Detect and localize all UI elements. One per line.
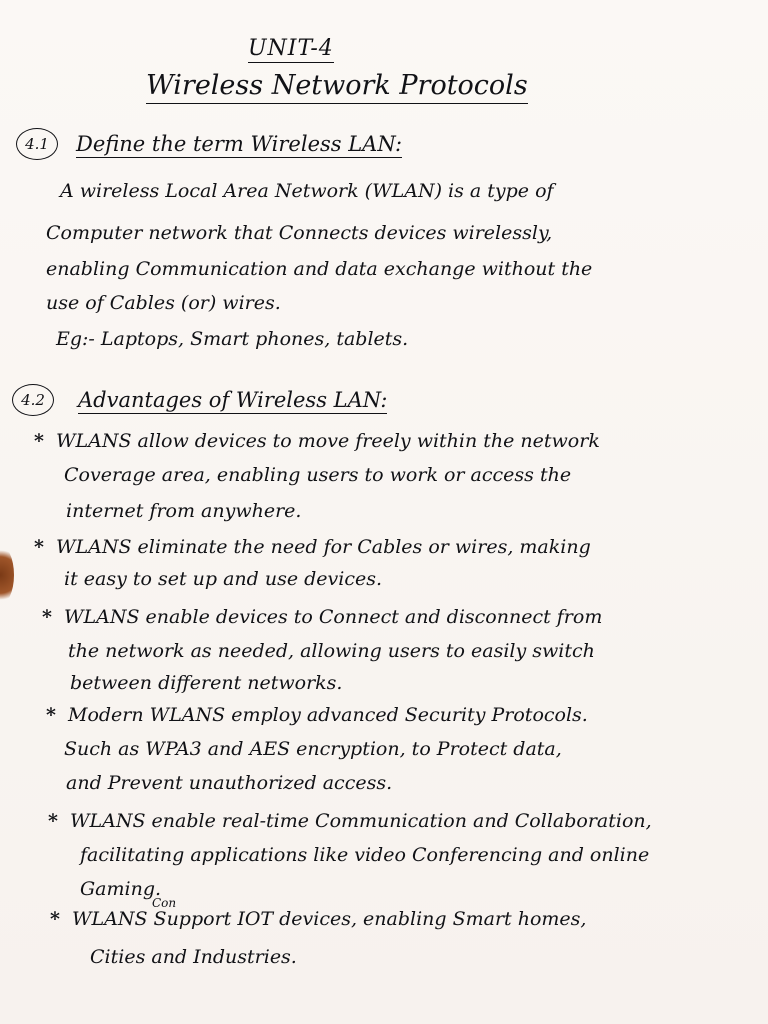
definition-line-3: enabling Communication and data exchange without the [46, 258, 593, 280]
bullet-1-line-1-text: WLANS allow devices to move freely within the network [56, 430, 600, 452]
bullet-6-line-1 [50, 910, 586, 929]
asterisk-bullet-icon: * [42, 606, 52, 628]
bullet-5-line-1-text: WLANS enable real-time Communication and Collaboration, [70, 810, 652, 832]
bullet-2-line-2: it easy to set up and use devices. [64, 568, 382, 590]
bullet-4-line-3: and Prevent unauthorized access. [66, 772, 393, 794]
asterisk-bullet-icon: * [48, 810, 58, 832]
page-title [146, 72, 528, 99]
bullet-5-line-3: Gaming. [80, 878, 162, 900]
bullet-6-line-2: Cities and Industries. [90, 946, 297, 968]
section-heading-4-1-text: Define the term Wireless LAN: [76, 132, 403, 156]
asterisk-bullet-icon: * [50, 908, 60, 930]
bullet-5-line-1 [48, 812, 652, 831]
bullet-4-line-1-text: Modern WLANS employ advanced Security Protocols. [68, 704, 588, 726]
section-heading-4-1 [76, 134, 402, 155]
page-title-text: Wireless Network Protocols [146, 70, 528, 104]
unit-title: UNIT-4 [248, 36, 334, 61]
section-number-4-1: 4.1 [16, 128, 58, 160]
bullet-2-line-1 [34, 538, 591, 557]
bullet-6-line-1-text: WLANS Support IOT devices, enabling Smart homes, [72, 908, 587, 930]
asterisk-bullet-icon: * [34, 430, 44, 452]
asterisk-bullet-icon: * [46, 704, 56, 726]
section-heading-4-2 [78, 390, 387, 411]
insertion-note: Con [152, 896, 177, 910]
bullet-1-line-2: Coverage area, enabling users to work or access the [64, 464, 572, 486]
bullet-4-line-2: Such as WPA3 and AES encryption, to Protect data, [64, 738, 562, 760]
definition-line-4: use of Cables (or) wires. [46, 292, 281, 314]
bullet-3-line-3: between different networks. [70, 672, 343, 694]
bullet-2-line-1-text: WLANS eliminate the need for Cables or wires, making [56, 536, 591, 558]
bullet-3-line-2: the network as needed, allowing users to easily switch [68, 640, 595, 662]
asterisk-bullet-icon: * [34, 536, 44, 558]
definition-line-1: A wireless Local Area Network (WLAN) is a type of [60, 180, 554, 202]
bullet-3-line-1-text: WLANS enable devices to Connect and disconnect from [64, 606, 603, 628]
bullet-4-line-1 [46, 706, 588, 725]
bullet-3-line-1 [42, 608, 602, 627]
bullet-5-line-2: facilitating applications like video Conferencing and online [80, 844, 650, 866]
definition-line-2: Computer network that Connects devices wirelessly, [46, 222, 553, 244]
section-number-4-2: 4.2 [12, 384, 54, 416]
bullet-1-line-1 [34, 432, 600, 451]
section-heading-4-2-text: Advantages of Wireless LAN: [78, 388, 388, 412]
bullet-1-line-3: internet from anywhere. [66, 500, 302, 522]
example-line: Eg:- Laptops, Smart phones, tablets. [56, 328, 409, 350]
page-edge-shadow [0, 545, 14, 605]
